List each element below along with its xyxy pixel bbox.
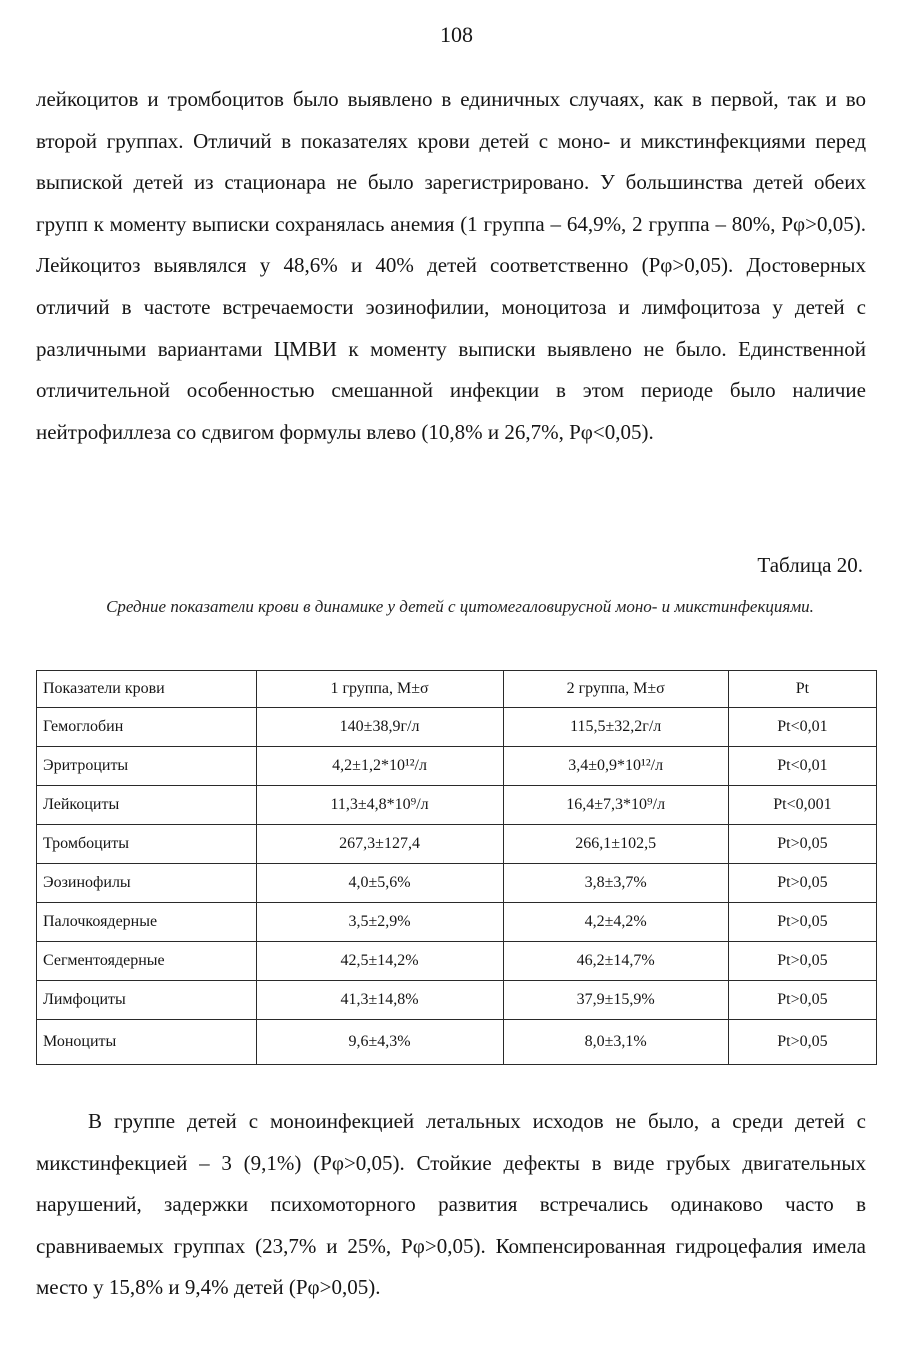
cell-indicator: Палочкоядерные (37, 903, 257, 942)
cell-group-2: 115,5±32,2г/л (503, 708, 728, 747)
cell-pt: Pt>0,05 (728, 1020, 876, 1065)
table-row (37, 1020, 877, 1065)
table-row (37, 981, 877, 1020)
cell-indicator: Лейкоциты (37, 786, 257, 825)
paragraph-1: лейкоцитов и тромбоцитов было выявлено в единичных случаях, как в первой, так и во второй группах. Отличий в показателях крови детей с моно- и микстинфекциями перед выпиской детей из стационара не было зарегистрировано. У большинства детей обеих групп к моменту выписки сохранялась анемия (1 группа – 64,9%, 2 группа – 80%, Рφ>0,05). Лейкоцитоз выявлялся у 48,6% и 40% детей соответственно (Рφ>0,05). Достоверных отличий в частоте встречаемости эозинофилии, моноцитоза и лимфоцитоза у детей с различными вариантами ЦМВИ к моменту выписки выявлено не было. Единственной отличительной особенностью смешанной инфекции в этом периоде было наличие нейтрофиллеза со сдвигом формулы влево (10,8% и 26,7%, Рφ<0,05). (36, 87, 866, 444)
cell-pt: Pt>0,05 (728, 903, 876, 942)
cell-group-2: 16,4±7,3*10⁹/л (503, 786, 728, 825)
cell-group-2: 3,4±0,9*10¹²/л (503, 747, 728, 786)
table-row (37, 786, 877, 825)
cell-group-2: 46,2±14,7% (503, 942, 728, 981)
cell-group-2: 8,0±3,1% (503, 1020, 728, 1065)
cell-group-1: 42,5±14,2% (256, 942, 503, 981)
table-row (37, 864, 877, 903)
cell-pt: Pt>0,05 (728, 864, 876, 903)
header-indicator: Показатели крови (37, 671, 257, 708)
table-label: Таблица 20. (757, 553, 863, 577)
cell-group-1: 4,2±1,2*10¹²/л (256, 747, 503, 786)
cell-pt: Pt<0,01 (728, 747, 876, 786)
cell-pt: Pt<0,01 (728, 708, 876, 747)
cell-indicator: Моноциты (37, 1020, 257, 1065)
cell-group-2: 4,2±4,2% (503, 903, 728, 942)
cell-group-2: 3,8±3,7% (503, 864, 728, 903)
cell-group-1: 11,3±4,8*10⁹/л (256, 786, 503, 825)
table-row (37, 903, 877, 942)
cell-pt: Pt>0,05 (728, 825, 876, 864)
cell-group-1: 267,3±127,4 (256, 825, 503, 864)
cell-pt: Pt>0,05 (728, 942, 876, 981)
paragraph-2: В группе детей с моноинфекцией летальных исходов не было, а среди детей с микстинфекцией – 3 (9,1%) (Рφ>0,05). Стойкие дефекты в виде грубых двигательных нарушений, задержки психомоторного развития встречались одинаково часто в сравниваемых группах (23,7% и 25%, Рφ>0,05). Компенсированная гидроцефалия имела место у 15,8% и 9,4% детей (Рφ>0,05). (36, 1109, 866, 1300)
cell-indicator: Лимфоциты (37, 981, 257, 1020)
table-row (37, 825, 877, 864)
cell-indicator: Эритроциты (37, 747, 257, 786)
blood-indicators-table (36, 670, 877, 1065)
header-group-2: 2 группа, M±σ (503, 671, 728, 708)
cell-pt: Pt>0,05 (728, 981, 876, 1020)
cell-indicator: Сегментоядерные (37, 942, 257, 981)
cell-indicator: Тромбоциты (37, 825, 257, 864)
table-header-row (37, 671, 877, 708)
table-caption: Средние показатели крови в динамике у детей с цитомегаловирусной моно- и микстинфекциями. (106, 597, 814, 616)
cell-group-2: 37,9±15,9% (503, 981, 728, 1020)
header-group-1: 1 группа, M±σ (256, 671, 503, 708)
table-row (37, 708, 877, 747)
table-row (37, 942, 877, 981)
cell-indicator: Эозинофилы (37, 864, 257, 903)
cell-group-1: 4,0±5,6% (256, 864, 503, 903)
page-number: 108 (440, 22, 473, 47)
cell-group-1: 3,5±2,9% (256, 903, 503, 942)
cell-group-1: 9,6±4,3% (256, 1020, 503, 1065)
cell-group-2: 266,1±102,5 (503, 825, 728, 864)
cell-pt: Pt<0,001 (728, 786, 876, 825)
header-pt: Pt (728, 671, 876, 708)
cell-group-1: 41,3±14,8% (256, 981, 503, 1020)
cell-indicator: Гемоглобин (37, 708, 257, 747)
table-row (37, 747, 877, 786)
cell-group-1: 140±38,9г/л (256, 708, 503, 747)
